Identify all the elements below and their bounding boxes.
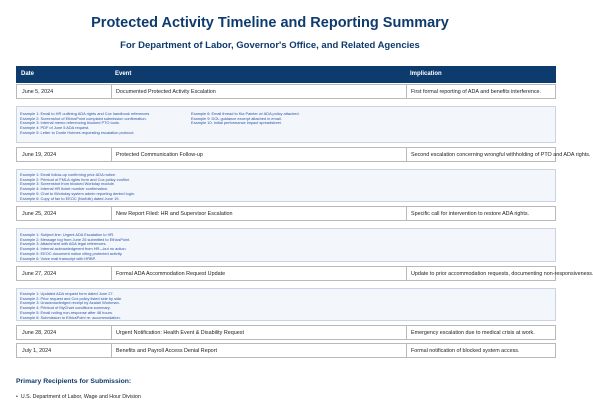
row-implication: Update to prior accommodation requests, documenting non-responsiveness. <box>411 271 593 277</box>
table-row <box>16 147 591 162</box>
column-divider <box>406 85 407 98</box>
column-divider <box>111 85 112 98</box>
column-header-date: Date <box>21 71 35 77</box>
example-line: Example 3: Screenshot from blocked Workday module. <box>20 181 115 187</box>
row-date: June 27, 2024 <box>22 271 57 277</box>
example-line: Example 4: Internal HR ticket number confirmation. <box>20 186 109 192</box>
example-line: Example 1: Email to HR outlining ADA rights and Cox handbook references <box>20 111 150 116</box>
row-event: New Report Filed: HR and Supervisor Escalation <box>116 211 233 217</box>
row-event: Urgent Notification: Health Event & Disability Request <box>116 330 244 336</box>
row-date: July 1, 2024 <box>22 348 52 354</box>
table-header <box>16 66 556 83</box>
row-event: Documented Protected Activity Escalation <box>116 89 216 95</box>
column-header-implication: Implication <box>410 71 442 77</box>
recipients-heading: Primary Recipients for Submission: <box>16 378 132 385</box>
examples-box <box>16 288 556 321</box>
example-line: Example 5: Chat to iWorkday system admin reporting denied login. <box>20 190 135 196</box>
table-row <box>16 266 593 281</box>
example-line: Example 2: Printout of FMLA rights form and Cox policy conflict. <box>20 176 130 182</box>
example-line: Example 1: Subject line: Urgent ADA Escalation to HR. <box>20 232 115 237</box>
recipient-item: • U.S. Department of Labor, Wage and Hour Division <box>16 394 141 400</box>
example-line: Example 5: EEOC document notice citing protected activity. <box>20 250 123 256</box>
example-line: Example 1: Updated ADA request form dated June 27. <box>20 291 114 296</box>
row-implication: Specific call for intervention to restore ADA rights. <box>411 211 530 217</box>
column-divider <box>406 267 407 280</box>
row-event: Benefits and Payroll Access Denial Report <box>116 348 217 354</box>
example-line: Example 2: Message log from June 25 submitted to EthicsPoint. <box>20 236 131 242</box>
row-date: June 19, 2024 <box>22 152 57 158</box>
example-line: Example 4: Internal acknowledgment from HR—but no action. <box>20 246 127 252</box>
example-line: Example 2: Screenshot of EthicsPoint complaint submission confirmation. <box>20 115 147 121</box>
table-row <box>16 206 556 221</box>
example-line: Example 6: Copy of fax to EEOC (Norfolk) dated June 19. <box>20 195 120 201</box>
column-divider <box>406 207 407 220</box>
examples-box <box>16 106 556 143</box>
row-implication: First formal reporting of ADA and benefits interference. <box>411 89 542 95</box>
column-divider <box>111 267 112 280</box>
example-line: Example 10: Initial performance impact spreadsheet. <box>191 120 282 126</box>
page-subtitle: For Department of Labor, Governor's Office, and Related Agencies <box>120 40 420 51</box>
table-row <box>16 343 556 358</box>
example-line: Example 3: Unacknowledged receipt by Azaiah Workman. <box>20 300 120 306</box>
column-divider <box>111 207 112 220</box>
example-line: Example 1: Email follow-up confirming prior ADA notice. <box>20 172 117 177</box>
examples-box <box>16 169 556 202</box>
column-divider <box>406 326 407 339</box>
row-date: June 5, 2024 <box>22 89 54 95</box>
example-line: Example 6: Submission to EthicsPoint re: accommodation. <box>20 314 121 320</box>
column-divider <box>111 344 112 357</box>
example-line: Example 6: Email thread to Kia Painter w/ ADA policy attached. <box>191 111 300 116</box>
example-line: Example 5: Letter to Donte Holmes requesting escalation protocol. <box>20 129 135 135</box>
example-line: Example 4: PDF of June 5 ADA request. <box>20 125 90 131</box>
row-date: June 25, 2024 <box>22 211 57 217</box>
recipients-list <box>16 394 141 400</box>
page-title: Protected Activity Timeline and Reporting Summary <box>91 15 449 31</box>
column-divider <box>406 344 407 357</box>
column-divider <box>111 148 112 161</box>
column-divider <box>111 326 112 339</box>
example-line: Example 6: Voice mail transcript with HRBP. <box>20 255 96 261</box>
example-line: Example 3: Internal memo referencing blocked PTO tools. <box>20 120 120 126</box>
row-implication: Formal notification of blocked system access. <box>411 348 520 354</box>
row-implication: Emergency escalation due to medical crisis at work. <box>411 330 535 336</box>
example-line: Example 5: Email noting non-response after 48 hours. <box>20 309 113 315</box>
row-date: June 28, 2024 <box>22 330 57 336</box>
example-line: Example 2: Prior request and Cox policy listed side by side. <box>20 295 123 301</box>
example-line: Example 3: Attachment with ADA legal references. <box>20 241 107 247</box>
example-line: Example 4: Printout of MyChart conditions summary. <box>20 305 111 311</box>
column-divider <box>406 148 407 161</box>
table-row <box>16 325 556 340</box>
row-implication: Second escalation concerning wrongful withholding of PTO and ADA rights. <box>411 152 591 158</box>
table-row <box>16 84 556 99</box>
column-header-event: Event <box>115 71 132 77</box>
row-event: Protected Communication Follow-up <box>116 152 203 158</box>
example-line: Example 9: DOL guidance excerpt attached in email. <box>191 115 282 121</box>
examples-box <box>16 228 556 262</box>
row-event: Formal ADA Accommodation Request Update <box>116 271 226 277</box>
timeline-table <box>16 66 593 354</box>
